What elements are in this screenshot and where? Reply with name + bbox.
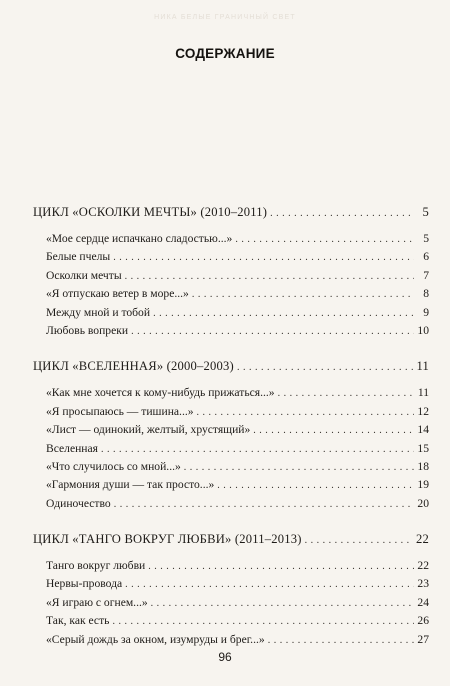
- page-number: 6: [423, 250, 429, 264]
- toc-entry[interactable]: [33, 596, 429, 614]
- toc-entry[interactable]: [33, 306, 429, 324]
- dot-leader: [114, 499, 414, 510]
- entry-title: Белые пчелы: [46, 250, 111, 264]
- toc-entry[interactable]: [33, 250, 429, 268]
- entry-title: «Серый дождь за окном, изумруды и брег...»: [46, 632, 265, 646]
- entry-title: Осколки мечты: [46, 268, 122, 282]
- cycle-title: ЦИКЛ «ВСЕЛЕННАЯ» (2000–2003): [33, 359, 234, 374]
- entry-title: «Что случилось со мной...»: [46, 459, 181, 473]
- entry-title: Вселенная: [46, 441, 98, 455]
- page-number: 22: [417, 559, 429, 573]
- dot-leader: [131, 326, 414, 337]
- toc-entry[interactable]: [33, 497, 429, 515]
- dot-leader: [151, 598, 414, 609]
- toc-entry[interactable]: [33, 478, 429, 496]
- page-number: 26: [417, 614, 429, 628]
- page-number: 19: [417, 478, 429, 492]
- toc-entry[interactable]: [33, 633, 429, 651]
- toc-entry[interactable]: [33, 287, 429, 305]
- page-number: 27: [417, 632, 429, 646]
- dot-leader: [268, 635, 414, 646]
- toc-cycle-heading[interactable]: [33, 532, 429, 554]
- page-number: 5: [423, 232, 429, 245]
- page-number: 22: [416, 532, 429, 547]
- page-number: 12: [417, 404, 429, 418]
- entry-title: Нервы-провода: [46, 577, 123, 591]
- page-number: 10: [417, 323, 429, 337]
- toc-cycle-heading[interactable]: [33, 205, 429, 227]
- dot-leader: [184, 462, 414, 473]
- toc-entry[interactable]: [33, 577, 429, 595]
- toc-entry[interactable]: [33, 423, 429, 441]
- page-number: 9: [423, 305, 429, 319]
- dot-leader: [148, 561, 414, 572]
- page-number-folio: 96: [218, 650, 232, 664]
- entry-title: Любовь вопреки: [46, 323, 129, 337]
- cycle-title: ЦИКЛ «ОСКОЛКИ МЕЧТЫ» (2010–2011): [33, 205, 268, 219]
- entry-title: Одиночество: [46, 496, 111, 510]
- toc-entry[interactable]: [33, 386, 429, 404]
- dot-leader: [153, 308, 414, 319]
- page-number: 18: [417, 459, 429, 473]
- dot-leader: [192, 289, 414, 300]
- entry-title: Так, как есть: [46, 614, 110, 628]
- dot-leader: [125, 271, 414, 282]
- page-number: 5: [422, 205, 429, 219]
- page-number: 24: [417, 595, 429, 609]
- dot-leader: [112, 616, 414, 627]
- toc-entry[interactable]: [33, 232, 429, 250]
- toc-entry[interactable]: [33, 405, 429, 423]
- entry-title: Между мной и тобой: [46, 305, 151, 319]
- running-head: НИКА БЕЛЫЕ ГРАНИЧНЫЙ СВЕТ: [154, 14, 296, 21]
- dot-leader: [217, 480, 414, 491]
- dot-leader: [113, 252, 414, 263]
- dot-leader: [305, 535, 413, 546]
- page-title: СОДЕРЖАНИЕ: [175, 46, 275, 61]
- page-number: 11: [417, 386, 429, 400]
- dot-leader: [235, 234, 414, 245]
- page-number: 11: [416, 359, 429, 374]
- page-number: 14: [417, 423, 429, 437]
- entry-title: «Как мне хочется к кому-нибудь прижаться...»: [46, 386, 275, 400]
- entry-title: «Я отпускаю ветер в море...»: [46, 287, 189, 301]
- toc-section: [33, 532, 429, 651]
- toc-entry[interactable]: [33, 324, 429, 342]
- page-number: 23: [417, 577, 429, 591]
- entry-title: «Мое сердце испачкано сладостью...»: [46, 232, 233, 245]
- toc-cycle-heading[interactable]: [33, 359, 429, 381]
- entry-title: Танго вокруг любви: [46, 559, 146, 573]
- page-number: 8: [423, 287, 429, 301]
- dot-leader: [278, 388, 414, 399]
- dot-leader: [101, 444, 414, 455]
- entry-title: «Я просыпаюсь — тишина...»: [46, 404, 194, 418]
- toc-entry[interactable]: [33, 442, 429, 460]
- page-number: 7: [423, 268, 429, 282]
- entry-title: «Гармония души — так просто...»: [46, 478, 215, 492]
- entry-title: «Лист — одинокий, желтый, хрустящий»: [46, 423, 251, 437]
- table-of-contents: [33, 205, 429, 668]
- toc-entry[interactable]: [33, 559, 429, 577]
- dot-leader: [197, 407, 414, 418]
- toc-section: [33, 359, 429, 515]
- toc-section: [33, 205, 429, 342]
- entry-title: «Я играю с огнем...»: [46, 595, 148, 609]
- toc-entry[interactable]: [33, 614, 429, 632]
- page-number: 15: [417, 441, 429, 455]
- dot-leader: [253, 425, 414, 436]
- toc-entry[interactable]: [33, 269, 429, 287]
- dot-leader: [237, 362, 414, 373]
- cycle-title: ЦИКЛ «ТАНГО ВОКРУГ ЛЮБВИ» (2011–2013): [33, 532, 302, 547]
- dot-leader: [125, 579, 414, 590]
- dot-leader: [270, 208, 414, 219]
- page-number: 20: [417, 496, 429, 510]
- toc-entry[interactable]: [33, 460, 429, 478]
